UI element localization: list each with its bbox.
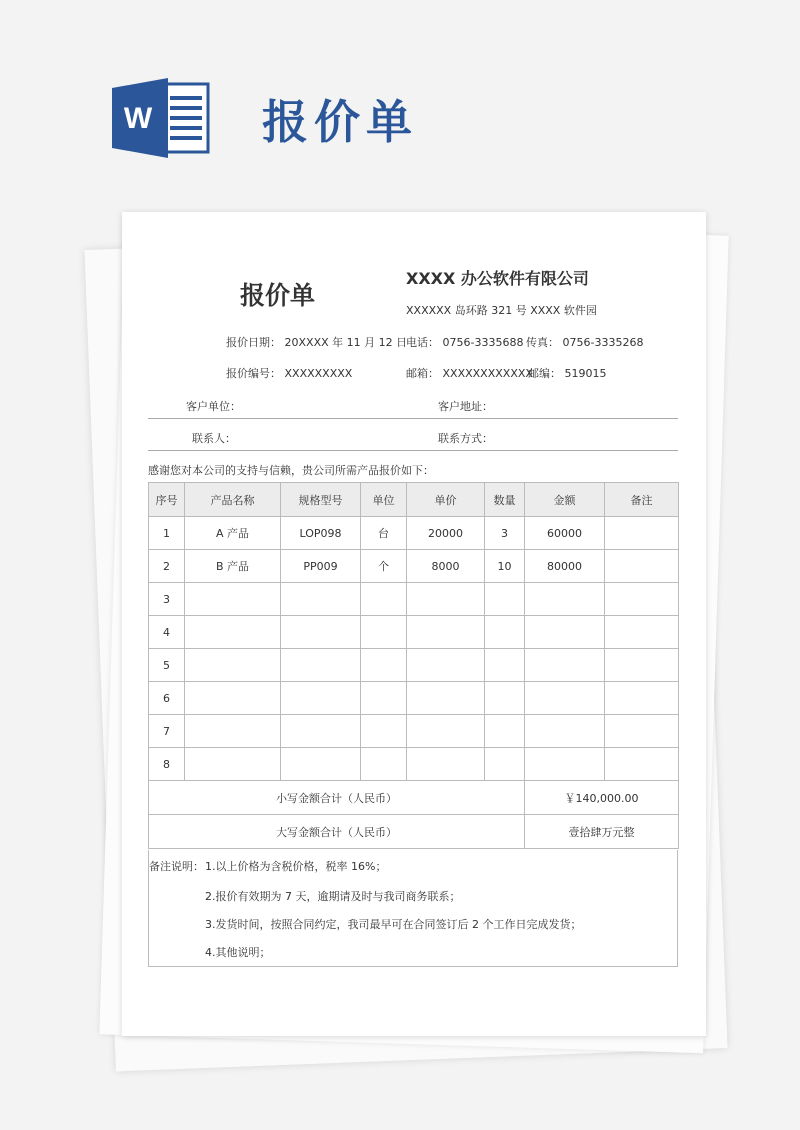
- note-item: 4.其他说明；: [205, 946, 271, 959]
- svg-text:W: W: [123, 102, 153, 135]
- table-cell: [605, 649, 679, 682]
- notes-box: [148, 850, 678, 967]
- quotation-document: [122, 212, 706, 1036]
- table-cell: [605, 517, 679, 550]
- column-header: 备注: [605, 483, 679, 517]
- quotation-table: [148, 482, 679, 849]
- note-item: 3.发货时间，按照合同约定，我司最早可在合同签订后 2 个工作日完成发货；: [205, 918, 582, 931]
- table-cell: [361, 616, 407, 649]
- table-cell: [525, 748, 605, 781]
- table-cell: [485, 715, 525, 748]
- small-total-value: ￥140,000.00: [525, 781, 679, 815]
- table-cell: [281, 715, 361, 748]
- table-cell: 8: [149, 748, 185, 781]
- table-cell: [281, 616, 361, 649]
- postcode: 邮编： 519015: [528, 367, 607, 380]
- table-cell: [407, 616, 485, 649]
- table-cell: [361, 649, 407, 682]
- table-cell: 3: [149, 583, 185, 616]
- table-cell: [407, 715, 485, 748]
- table-cell: 2: [149, 550, 185, 583]
- table-cell: [185, 715, 281, 748]
- small-total-row: [149, 781, 679, 815]
- table-cell: [407, 748, 485, 781]
- table-cell: [361, 748, 407, 781]
- page-title: 报价单: [262, 95, 418, 149]
- table-cell: [605, 583, 679, 616]
- table-row: [149, 715, 679, 748]
- table-cell: 7: [149, 715, 185, 748]
- contact-method-label: 联系方式：: [438, 432, 493, 445]
- table-row: [149, 550, 679, 583]
- table-row: [149, 649, 679, 682]
- table-cell: [407, 649, 485, 682]
- column-header: 规格型号: [281, 483, 361, 517]
- table-cell: 20000: [407, 517, 485, 550]
- column-header: 序号: [149, 483, 185, 517]
- table-cell: 10: [485, 550, 525, 583]
- company-address: XXXXXX 岛环路 321 号 XXXX 软件园: [406, 304, 597, 317]
- column-header: 产品名称: [185, 483, 281, 517]
- table-cell: [485, 748, 525, 781]
- table-cell: [281, 583, 361, 616]
- small-total-label: 小写金额合计（人民币）: [149, 781, 525, 815]
- table-cell: [361, 583, 407, 616]
- table-row: [149, 748, 679, 781]
- fax: 传真： 0756-3335268: [526, 336, 644, 349]
- table-cell: [485, 583, 525, 616]
- quote-date: 报价日期： 20XXXX 年 11 月 12 日: [226, 336, 408, 349]
- table-row: [149, 616, 679, 649]
- table-cell: B 产品: [185, 550, 281, 583]
- big-total-label: 大写金额合计（人民币）: [149, 815, 525, 849]
- table-cell: [605, 715, 679, 748]
- table-cell: [525, 715, 605, 748]
- notes-label: 备注说明：: [149, 860, 204, 873]
- big-total-row: [149, 815, 679, 849]
- column-header: 单位: [361, 483, 407, 517]
- customer-address-label: 客户地址：: [438, 400, 493, 413]
- intro-text: 感谢您对本公司的支持与信赖，贵公司所需产品报价如下：: [148, 464, 434, 477]
- table-cell: A 产品: [185, 517, 281, 550]
- table-cell: [185, 616, 281, 649]
- table-cell: [485, 649, 525, 682]
- table-row: [149, 583, 679, 616]
- table-cell: 4: [149, 616, 185, 649]
- table-cell: [485, 616, 525, 649]
- table-cell: 5: [149, 649, 185, 682]
- table-cell: [281, 649, 361, 682]
- customer-unit-label: 客户单位：: [186, 400, 241, 413]
- table-cell: [185, 649, 281, 682]
- company-name: XXXX 办公软件有限公司: [406, 269, 589, 288]
- quote-number: 报价编号： XXXXXXXXX: [226, 367, 353, 380]
- table-row: [149, 682, 679, 715]
- divider: [148, 418, 678, 419]
- table-cell: [281, 682, 361, 715]
- table-cell: 个: [361, 550, 407, 583]
- table-row: [149, 517, 679, 550]
- column-header: 金额: [525, 483, 605, 517]
- phone: 电话： 0756-3335688: [406, 336, 524, 349]
- big-total-value: 壹拾肆万元整: [525, 815, 679, 849]
- table-cell: [525, 649, 605, 682]
- table-cell: LOP098: [281, 517, 361, 550]
- table-cell: 80000: [525, 550, 605, 583]
- table-cell: 8000: [407, 550, 485, 583]
- table-cell: [185, 682, 281, 715]
- table-cell: [605, 748, 679, 781]
- document-title: 报价单: [240, 281, 316, 310]
- table-cell: [361, 715, 407, 748]
- table-cell: [407, 682, 485, 715]
- table-cell: 台: [361, 517, 407, 550]
- table-header-row: [149, 483, 679, 517]
- divider: [148, 450, 678, 451]
- table-cell: 3: [485, 517, 525, 550]
- table-cell: [525, 583, 605, 616]
- table-cell: [605, 550, 679, 583]
- table-cell: [605, 682, 679, 715]
- table-cell: [281, 748, 361, 781]
- table-cell: [605, 616, 679, 649]
- column-header: 单价: [407, 483, 485, 517]
- email: 邮箱： XXXXXXXXXXXX: [406, 367, 533, 380]
- table-cell: [185, 583, 281, 616]
- word-icon: [112, 78, 212, 158]
- table-cell: [361, 682, 407, 715]
- table-cell: [485, 682, 525, 715]
- table-cell: [407, 583, 485, 616]
- table-cell: PP009: [281, 550, 361, 583]
- table-cell: [525, 682, 605, 715]
- note-item: 2.报价有效期为 7 天，逾期请及时与我司商务联系；: [205, 890, 461, 903]
- table-cell: 60000: [525, 517, 605, 550]
- contact-person-label: 联系人：: [192, 432, 236, 445]
- note-item: 1.以上价格为含税价格，税率 16%；: [205, 860, 387, 873]
- table-cell: [185, 748, 281, 781]
- table-cell: 1: [149, 517, 185, 550]
- table-cell: [525, 616, 605, 649]
- column-header: 数量: [485, 483, 525, 517]
- table-cell: 6: [149, 682, 185, 715]
